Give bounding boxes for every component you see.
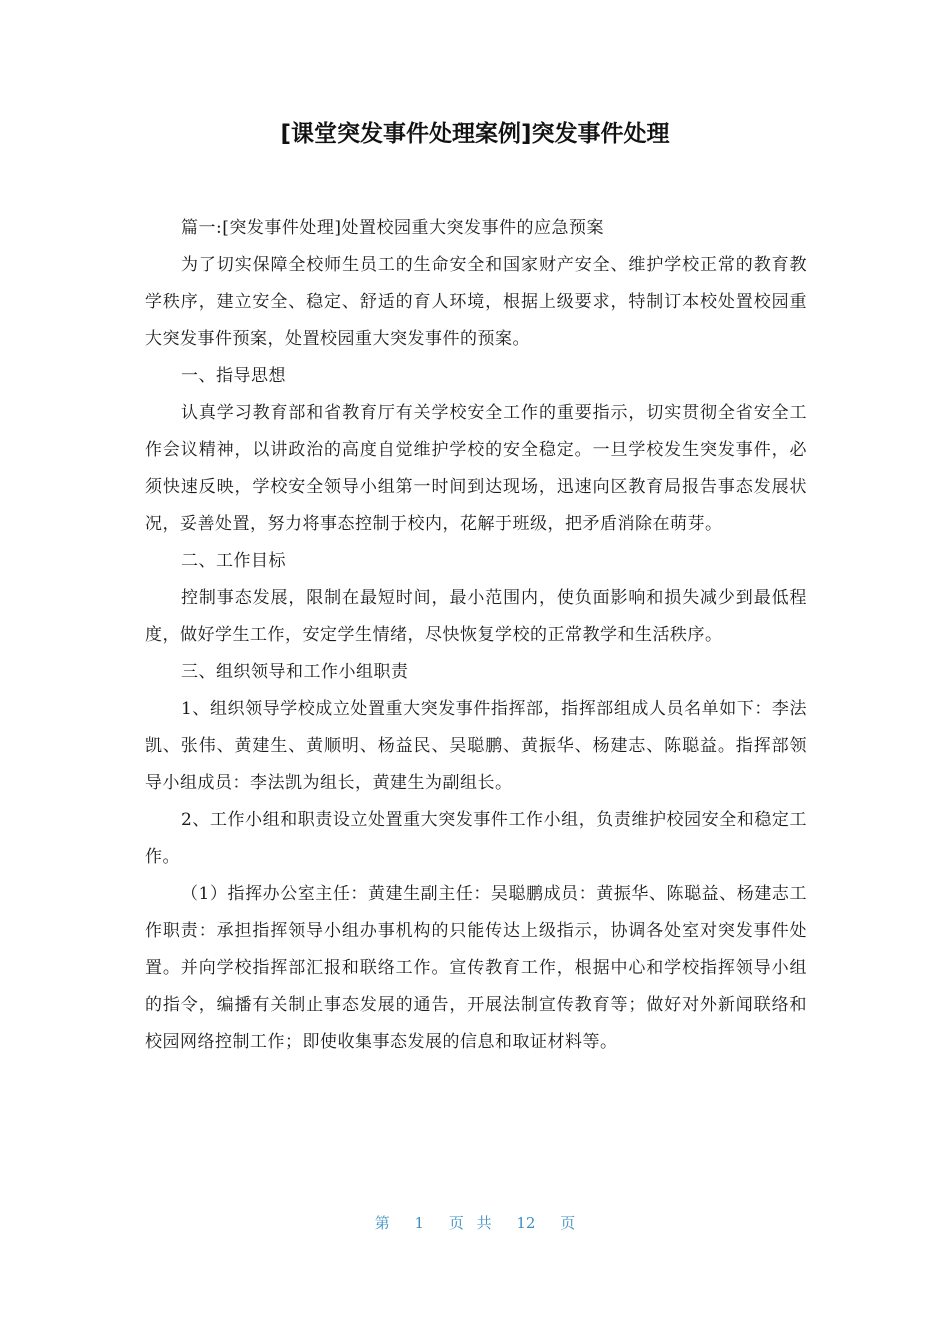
organization-paragraph-3: （1）指挥办公室主任：黄建生副主任：吴聪鹏成员：黄振华、陈聪益、杨建志工作职责：承担指挥领导小组办事机构的只能传达上级指示，协调各处室对突发事件处置。并向学校指挥部汇报和联络工作。宣传教育工作，根据中心和学校指挥领导小组的指令，编播有关制止事态发展的通告，开展法制宣传教育等；做好对外新闻联络和校园网络控制工作；即使收集事态发展的信息和取证材料等。 (145, 884, 807, 1052)
section-heading-work-goals: 二、工作目标 (181, 551, 286, 571)
section-heading-organization: 三、组织领导和工作小组职责 (181, 662, 409, 682)
section-heading-guiding-ideology: 一、指导思想 (181, 366, 286, 386)
document-body (145, 210, 807, 1061)
document-title: [课堂突发事件处理案例]突发事件处理 (280, 121, 670, 147)
organization-paragraph-1: 1、组织领导学校成立处置重大突发事件指挥部，指挥部组成人员名单如下：李法凯、张伟、黄建生、黄顺明、杨益民、吴聪鹏、黄振华、杨建志、陈聪益。指挥部领导小组成员：李法凯为组长，黄建生为副组长。 (145, 699, 807, 793)
organization-paragraph-2: 2、工作小组和职责设立处置重大突发事件工作小组，负责维护校园安全和稳定工作。 (145, 810, 807, 867)
footer-middle: 页 共 (448, 1214, 492, 1232)
footer-current-page: 1 (414, 1214, 425, 1232)
footer-suffix: 页 (560, 1214, 576, 1232)
guiding-ideology-paragraph: 认真学习教育部和省教育厅有关学校安全工作的重要指示，切实贯彻全省安全工作会议精神，以讲政治的高度自觉维护学校的安全稳定。一旦学校发生突发事件，必须快速反映，学校安全领导小组第一时间到达现场，迅速向区教育局报告事态发展状况，妥善处置，努力将事态控制于校内，花解于班级，把矛盾消除在萌芽。 (145, 403, 807, 534)
intro-paragraph: 为了切实保障全校师生员工的生命安全和国家财产安全、维护学校正常的教育教学秩序，建立安全、稳定、舒适的育人环境，根据上级要求，特制订本校处置校园重大突发事件预案，处置校园重大突发事件的预案。 (145, 255, 807, 349)
footer-total-pages: 12 (516, 1214, 536, 1232)
work-goals-paragraph: 控制事态发展，限制在最短时间，最小范围内，使负面影响和损失减少到最低程度，做好学生工作，安定学生情绪，尽快恢复学校的正常教学和生活秩序。 (145, 588, 807, 645)
section-intro-heading: 篇一:[突发事件处理]处置校园重大突发事件的应急预案 (181, 218, 604, 238)
page-footer (0, 1210, 950, 1236)
footer-prefix: 第 (374, 1214, 390, 1232)
